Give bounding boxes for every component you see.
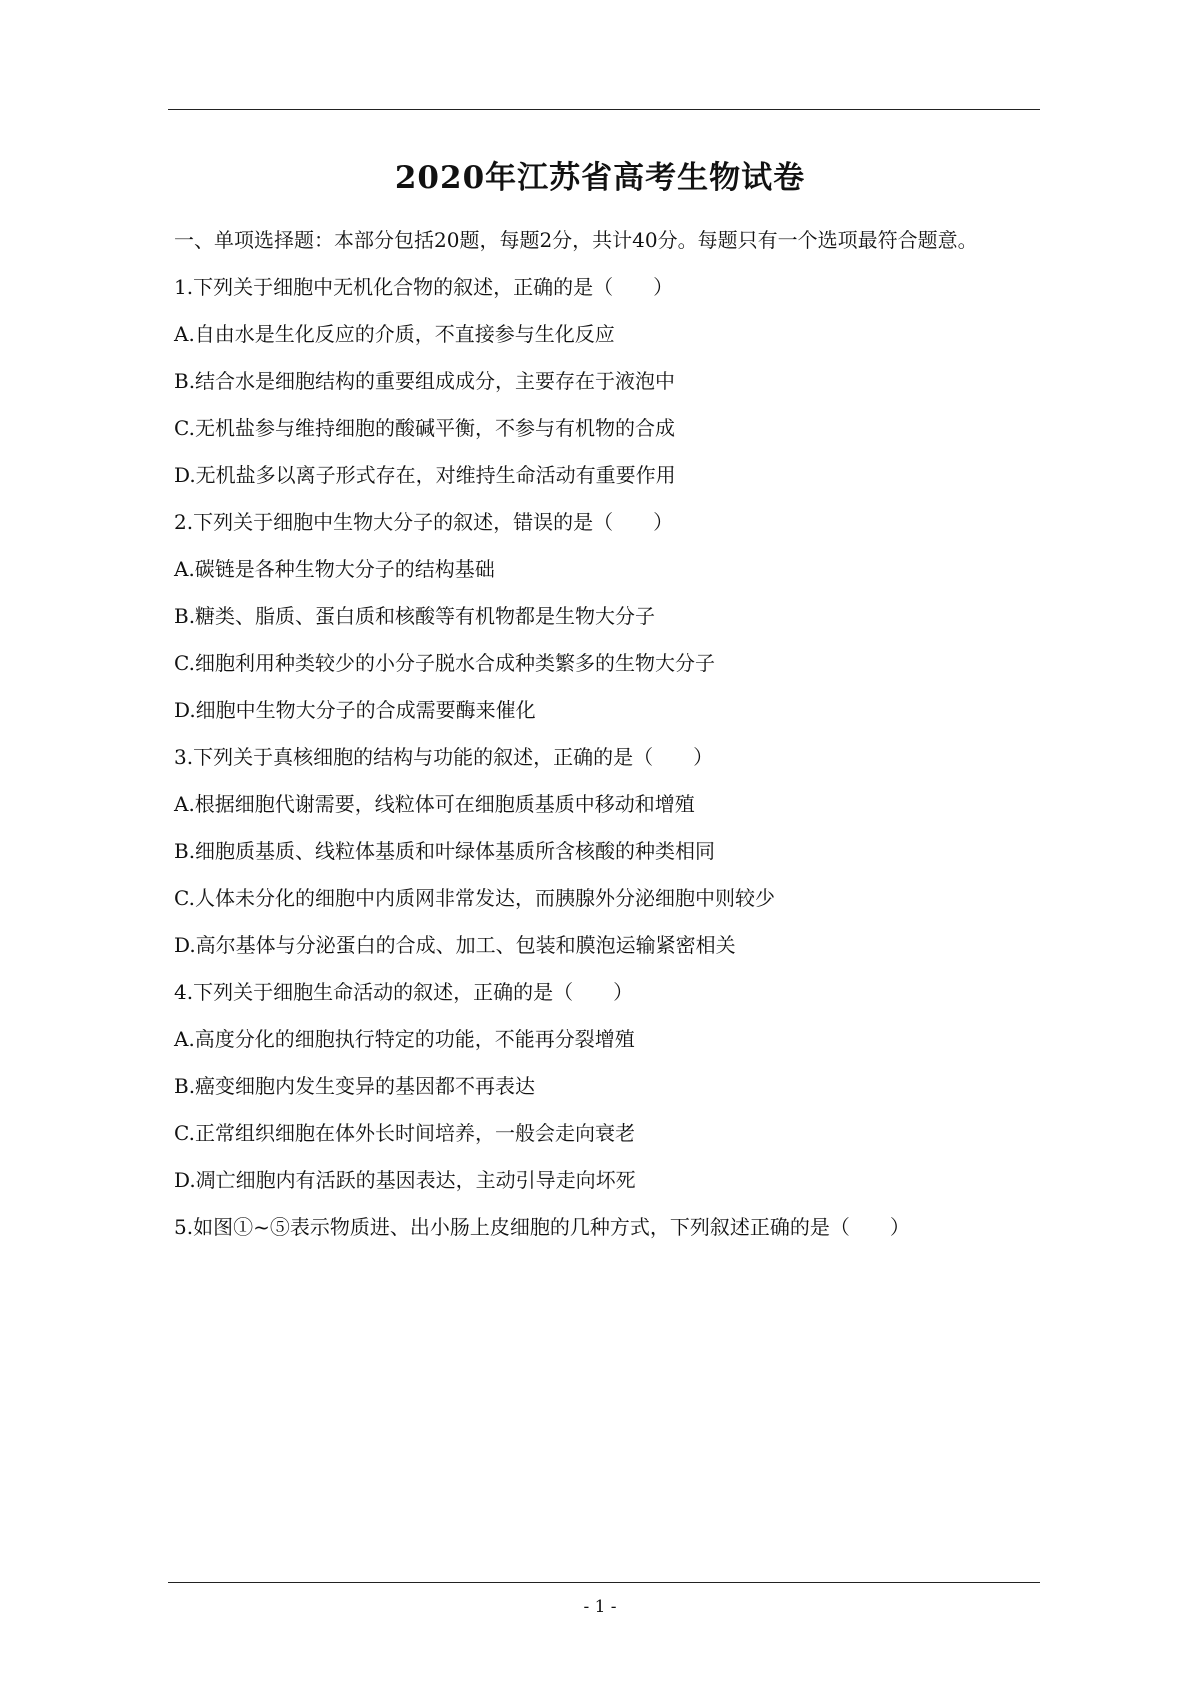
document-body	[174, 217, 1040, 1251]
question-stem: 3.下列关于真核细胞的结构与功能的叙述，正确的是（ ）	[174, 745, 714, 769]
option-b: B.结合水是细胞结构的重要组成成分，主要存在于液泡中	[174, 369, 676, 393]
question-1	[174, 264, 1040, 499]
question-5	[174, 1204, 1040, 1251]
option-a: A.根据细胞代谢需要，线粒体可在细胞质基质中移动和增殖	[174, 792, 695, 816]
option-a: A.碳链是各种生物大分子的结构基础	[174, 557, 495, 581]
option-c: C.无机盐参与维持细胞的酸碱平衡，不参与有机物的合成	[174, 416, 675, 440]
option-a: A.高度分化的细胞执行特定的功能，不能再分裂增殖	[174, 1027, 635, 1051]
header-rule	[168, 109, 1040, 110]
question-stem: 5.如图①~⑤表示物质进、出小肠上皮细胞的几种方式，下列叙述正确的是（ ）	[174, 1215, 910, 1239]
option-b: B.细胞质基质、线粒体基质和叶绿体基质所含核酸的种类相同	[174, 839, 716, 863]
option-a: A.自由水是生化反应的介质，不直接参与生化反应	[174, 322, 615, 346]
section-intro: 一、单项选择题：本部分包括20题，每题2分，共计40分。每题只有一个选项最符合题意。	[174, 228, 978, 252]
page-title: 2020年江苏省高考生物试卷	[394, 160, 806, 196]
option-c: C.细胞利用种类较少的小分子脱水合成种类繁多的生物大分子	[174, 651, 715, 675]
question-stem: 2.下列关于细胞中生物大分子的叙述，错误的是（ ）	[174, 510, 674, 534]
option-b: B.糖类、脂质、蛋白质和核酸等有机物都是生物大分子	[174, 604, 656, 628]
page-number: - 1 -	[583, 1597, 617, 1617]
option-d: D.无机盐多以离子形式存在，对维持生命活动有重要作用	[174, 463, 676, 487]
question-stem: 4.下列关于细胞生命活动的叙述，正确的是（ ）	[174, 980, 634, 1004]
footer-rule	[168, 1582, 1040, 1583]
option-d: D.细胞中生物大分子的合成需要酶来催化	[174, 698, 536, 722]
option-b: B.癌变细胞内发生变异的基因都不再表达	[174, 1074, 536, 1098]
question-3	[174, 734, 1040, 969]
question-stem: 1.下列关于细胞中无机化合物的叙述，正确的是（ ）	[174, 275, 674, 299]
option-d: D.凋亡细胞内有活跃的基因表达，主动引导走向坏死	[174, 1168, 636, 1192]
option-d: D.高尔基体与分泌蛋白的合成、加工、包装和膜泡运输紧密相关	[174, 933, 736, 957]
question-2	[174, 499, 1040, 734]
question-4	[174, 969, 1040, 1204]
option-c: C.人体未分化的细胞中内质网非常发达，而胰腺外分泌细胞中则较少	[174, 886, 775, 910]
option-c: C.正常组织细胞在体外长时间培养，一般会走向衰老	[174, 1121, 635, 1145]
